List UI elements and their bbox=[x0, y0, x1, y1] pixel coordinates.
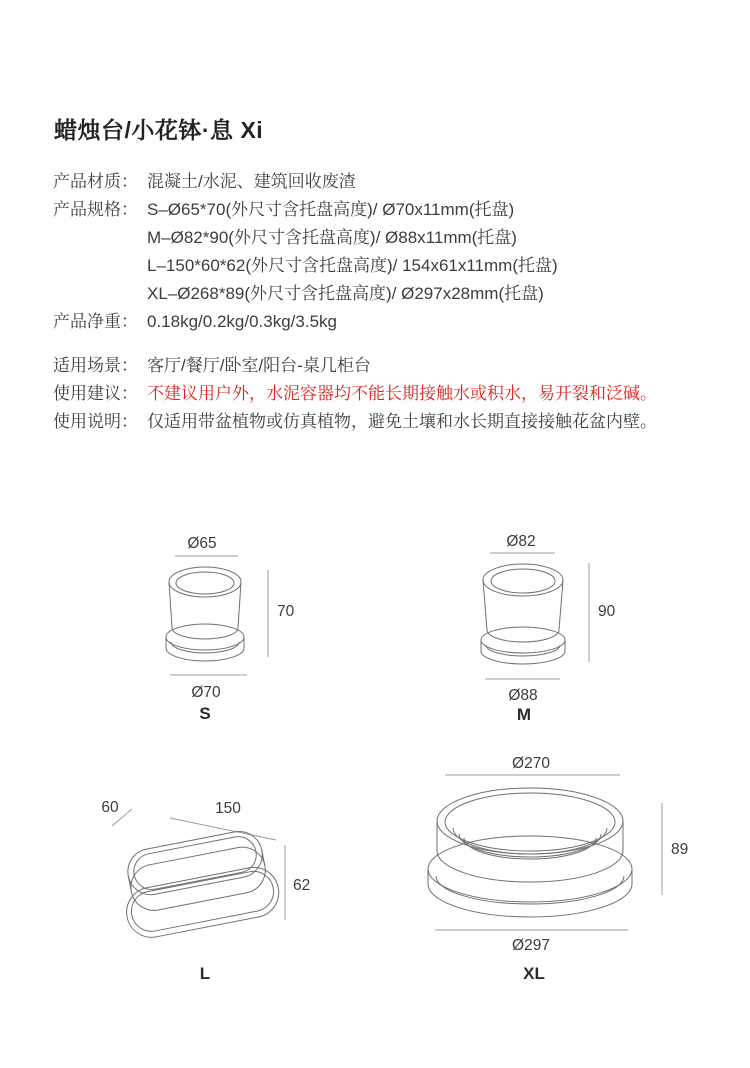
size-label-m: M bbox=[516, 705, 532, 724]
spec-row-size-l bbox=[53, 252, 558, 280]
dim-height: 62 bbox=[293, 877, 310, 894]
usage-row-advice bbox=[53, 380, 657, 408]
spec-value: M–Ø82*90(外尺寸含托盘高度)/ Ø88x11mm(托盘) bbox=[147, 228, 517, 247]
spec-value: L–150*60*62(外尺寸含托盘高度)/ 154x61x11mm(托盘) bbox=[147, 256, 558, 275]
spec-label-spacer bbox=[53, 280, 147, 308]
dim-line bbox=[170, 818, 276, 840]
usage-label: 使用说明： bbox=[53, 412, 138, 431]
dim-tray-diameter: Ø70 bbox=[191, 684, 221, 701]
spec-value: S–Ø65*70(外尺寸含托盘高度)/ Ø70x11mm(托盘) bbox=[147, 200, 515, 219]
pot-drawing-m bbox=[481, 564, 565, 664]
usage-row-instruction bbox=[53, 408, 657, 436]
spec-value: 0.18kg/0.2kg/0.3kg/3.5kg bbox=[147, 312, 337, 331]
spec-value: 混凝土/水泥、建筑回收废渣 bbox=[147, 172, 356, 191]
usage-value: 仅适用带盆植物或仿真植物，避免土壤和水长期直接接触花盆内壁。 bbox=[147, 412, 657, 431]
spec-label: 产品净重： bbox=[53, 312, 138, 331]
dim-top-diameter: Ø65 bbox=[187, 535, 217, 552]
dim-width: 150 bbox=[215, 800, 241, 817]
diagram-size-xl bbox=[420, 748, 692, 988]
usage-row-scene bbox=[53, 352, 657, 380]
dim-height: 70 bbox=[277, 603, 295, 620]
bowl-drawing-xl bbox=[428, 788, 632, 917]
spec-label: 产品规格： bbox=[53, 200, 138, 219]
size-label-xl: XL bbox=[523, 964, 545, 983]
spec-label-spacer bbox=[53, 252, 147, 280]
pot-drawing-s bbox=[166, 567, 244, 661]
spec-block bbox=[53, 168, 558, 336]
usage-block bbox=[53, 352, 657, 436]
usage-label: 适用场景： bbox=[53, 356, 138, 375]
trough-drawing-l bbox=[115, 826, 283, 942]
page-title: 蜡烛台/小花钵·息 Xi bbox=[54, 117, 264, 143]
dim-top-diameter: Ø82 bbox=[506, 533, 536, 550]
spec-value: XL–Ø268*89(外尺寸含托盘高度)/ Ø297x28mm(托盘) bbox=[147, 284, 544, 303]
dim-height: 90 bbox=[598, 603, 616, 620]
dim-height: 89 bbox=[671, 841, 689, 858]
spec-row-size-m bbox=[53, 224, 558, 252]
spec-row-weight bbox=[53, 308, 558, 336]
dim-tray-diameter: Ø88 bbox=[508, 687, 538, 704]
spec-row-material bbox=[53, 168, 558, 196]
size-label-l: L bbox=[199, 964, 211, 983]
diagram-size-l bbox=[90, 790, 310, 990]
dim-tray-diameter: Ø297 bbox=[512, 937, 550, 954]
usage-warning-text: 不建议用户外，水泥容器均不能长期接触水或积水，易开裂和泛碱。 bbox=[147, 384, 657, 403]
diagram-size-s bbox=[160, 524, 300, 724]
spec-row-size-s bbox=[53, 196, 558, 224]
dim-top-diameter: Ø270 bbox=[512, 755, 550, 772]
diagram-size-m bbox=[478, 524, 618, 724]
size-label-s: S bbox=[199, 704, 211, 723]
spec-label: 产品材质： bbox=[53, 172, 138, 191]
usage-value: 客厅/餐厅/卧室/阳台-桌几柜台 bbox=[147, 356, 371, 375]
dim-depth: 60 bbox=[101, 799, 119, 816]
usage-label: 使用建议： bbox=[53, 384, 138, 403]
spec-row-size-xl bbox=[53, 280, 558, 308]
spec-label-spacer bbox=[53, 224, 147, 252]
